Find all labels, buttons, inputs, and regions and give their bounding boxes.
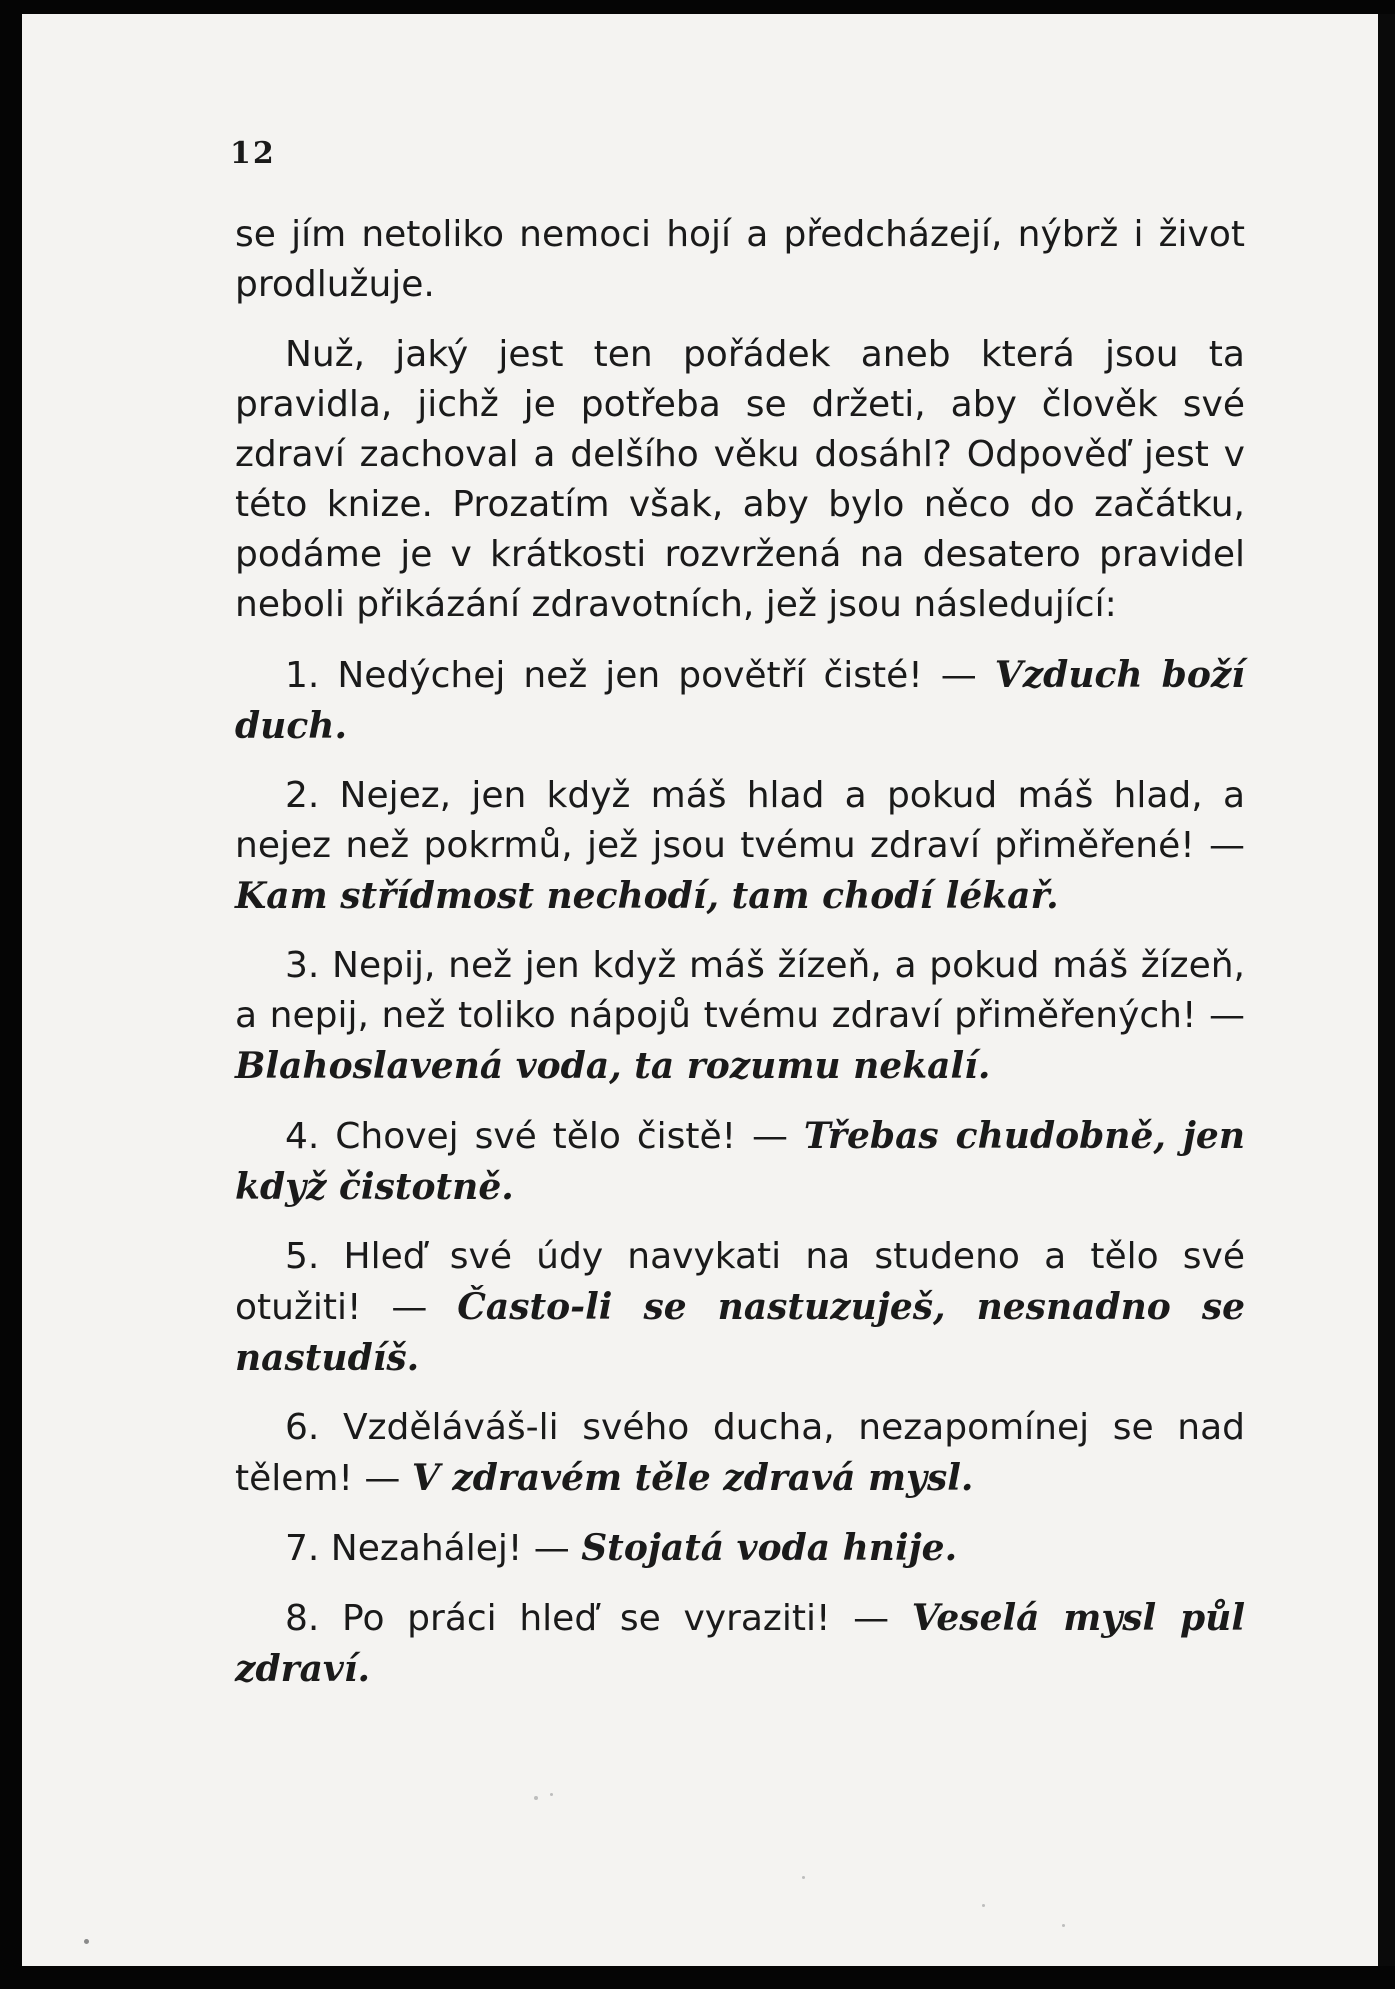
rule-text: 6. Vzděláváš-li svého ducha, nezapomínej se nad tělem! — (235, 1407, 1245, 1499)
rule-motto: Vzduch boží duch. (235, 654, 1245, 747)
page-number: 12 (230, 136, 276, 171)
rule-motto: Blahoslavená voda, ta rozumu nekalí. (235, 1045, 991, 1087)
rule-item (235, 1593, 1245, 1695)
rule-motto: Často-li se nastuzuješ, nesnadno se nastudíš. (235, 1286, 1245, 1379)
paragraph: Nuž, jaký jest ten pořádek aneb která jsou ta pravidla, jichž je potřeba se držeti, aby člověk své zdraví zachoval a delšího věku dosáhl? Odpověď jest v této knize. Prozatím však, aby bylo něco do začátku, podáme je v krátkosti rozvržená na desatero pravidel neboli přikázání zdravotních, jež jsou následující: (235, 334, 1245, 625)
print-speck (802, 1876, 805, 1879)
rule-motto: Třebas chudobně, jen když čistotně. (235, 1115, 1245, 1208)
rule-text: 3. Nepij, než jen když máš žízeň, a pokud máš žízeň, a nepij, než toliko nápojů tvému zdraví přiměřených! — (235, 945, 1245, 1036)
rule-text: 1. Nedýchej než jen povětří čisté! — (285, 655, 995, 696)
rule-text: 2. Nejez, jen když máš hlad a pokud máš hlad, a nejez než pokrmů, jež jsou tvému zdraví přiměřené! — (235, 775, 1245, 866)
rule-text: 7. Nezahálej! — (285, 1528, 582, 1569)
rule-text: 4. Chovej své tělo čistě! — (285, 1116, 804, 1157)
print-speck (982, 1904, 985, 1907)
paragraph: se jím netoliko nemoci hojí a předcházejí, nýbrž i život prodlužuje. (235, 214, 1245, 305)
rule-text: 5. Hleď své údy navykati na studeno a tělo své otužiti! — (235, 1236, 1245, 1328)
rule-motto: Kam střídmost nechodí, tam chodí lékař. (235, 875, 1059, 917)
page-edge-shadow (1378, 14, 1395, 1966)
rule-item (235, 1523, 1245, 1574)
rule-motto: Veselá mysl půl zdraví. (235, 1597, 1245, 1690)
rule-motto: V zdravém těle zdravá mysl. (411, 1457, 974, 1499)
rule-motto: Stojatá voda hnije. (581, 1527, 958, 1569)
rule-item (235, 1111, 1245, 1213)
print-speck (550, 1793, 553, 1796)
rule-item (235, 650, 1245, 752)
print-speck (84, 1939, 89, 1944)
rule-item (235, 1232, 1245, 1384)
body-text (235, 210, 1245, 1714)
rule-item (235, 771, 1245, 922)
print-speck (534, 1796, 538, 1800)
rule-item (235, 1403, 1245, 1504)
rule-item (235, 941, 1245, 1092)
rule-text: 8. Po práci hleď se vyraziti! — (285, 1598, 912, 1639)
print-speck (1062, 1924, 1065, 1927)
book-page (22, 14, 1378, 1966)
